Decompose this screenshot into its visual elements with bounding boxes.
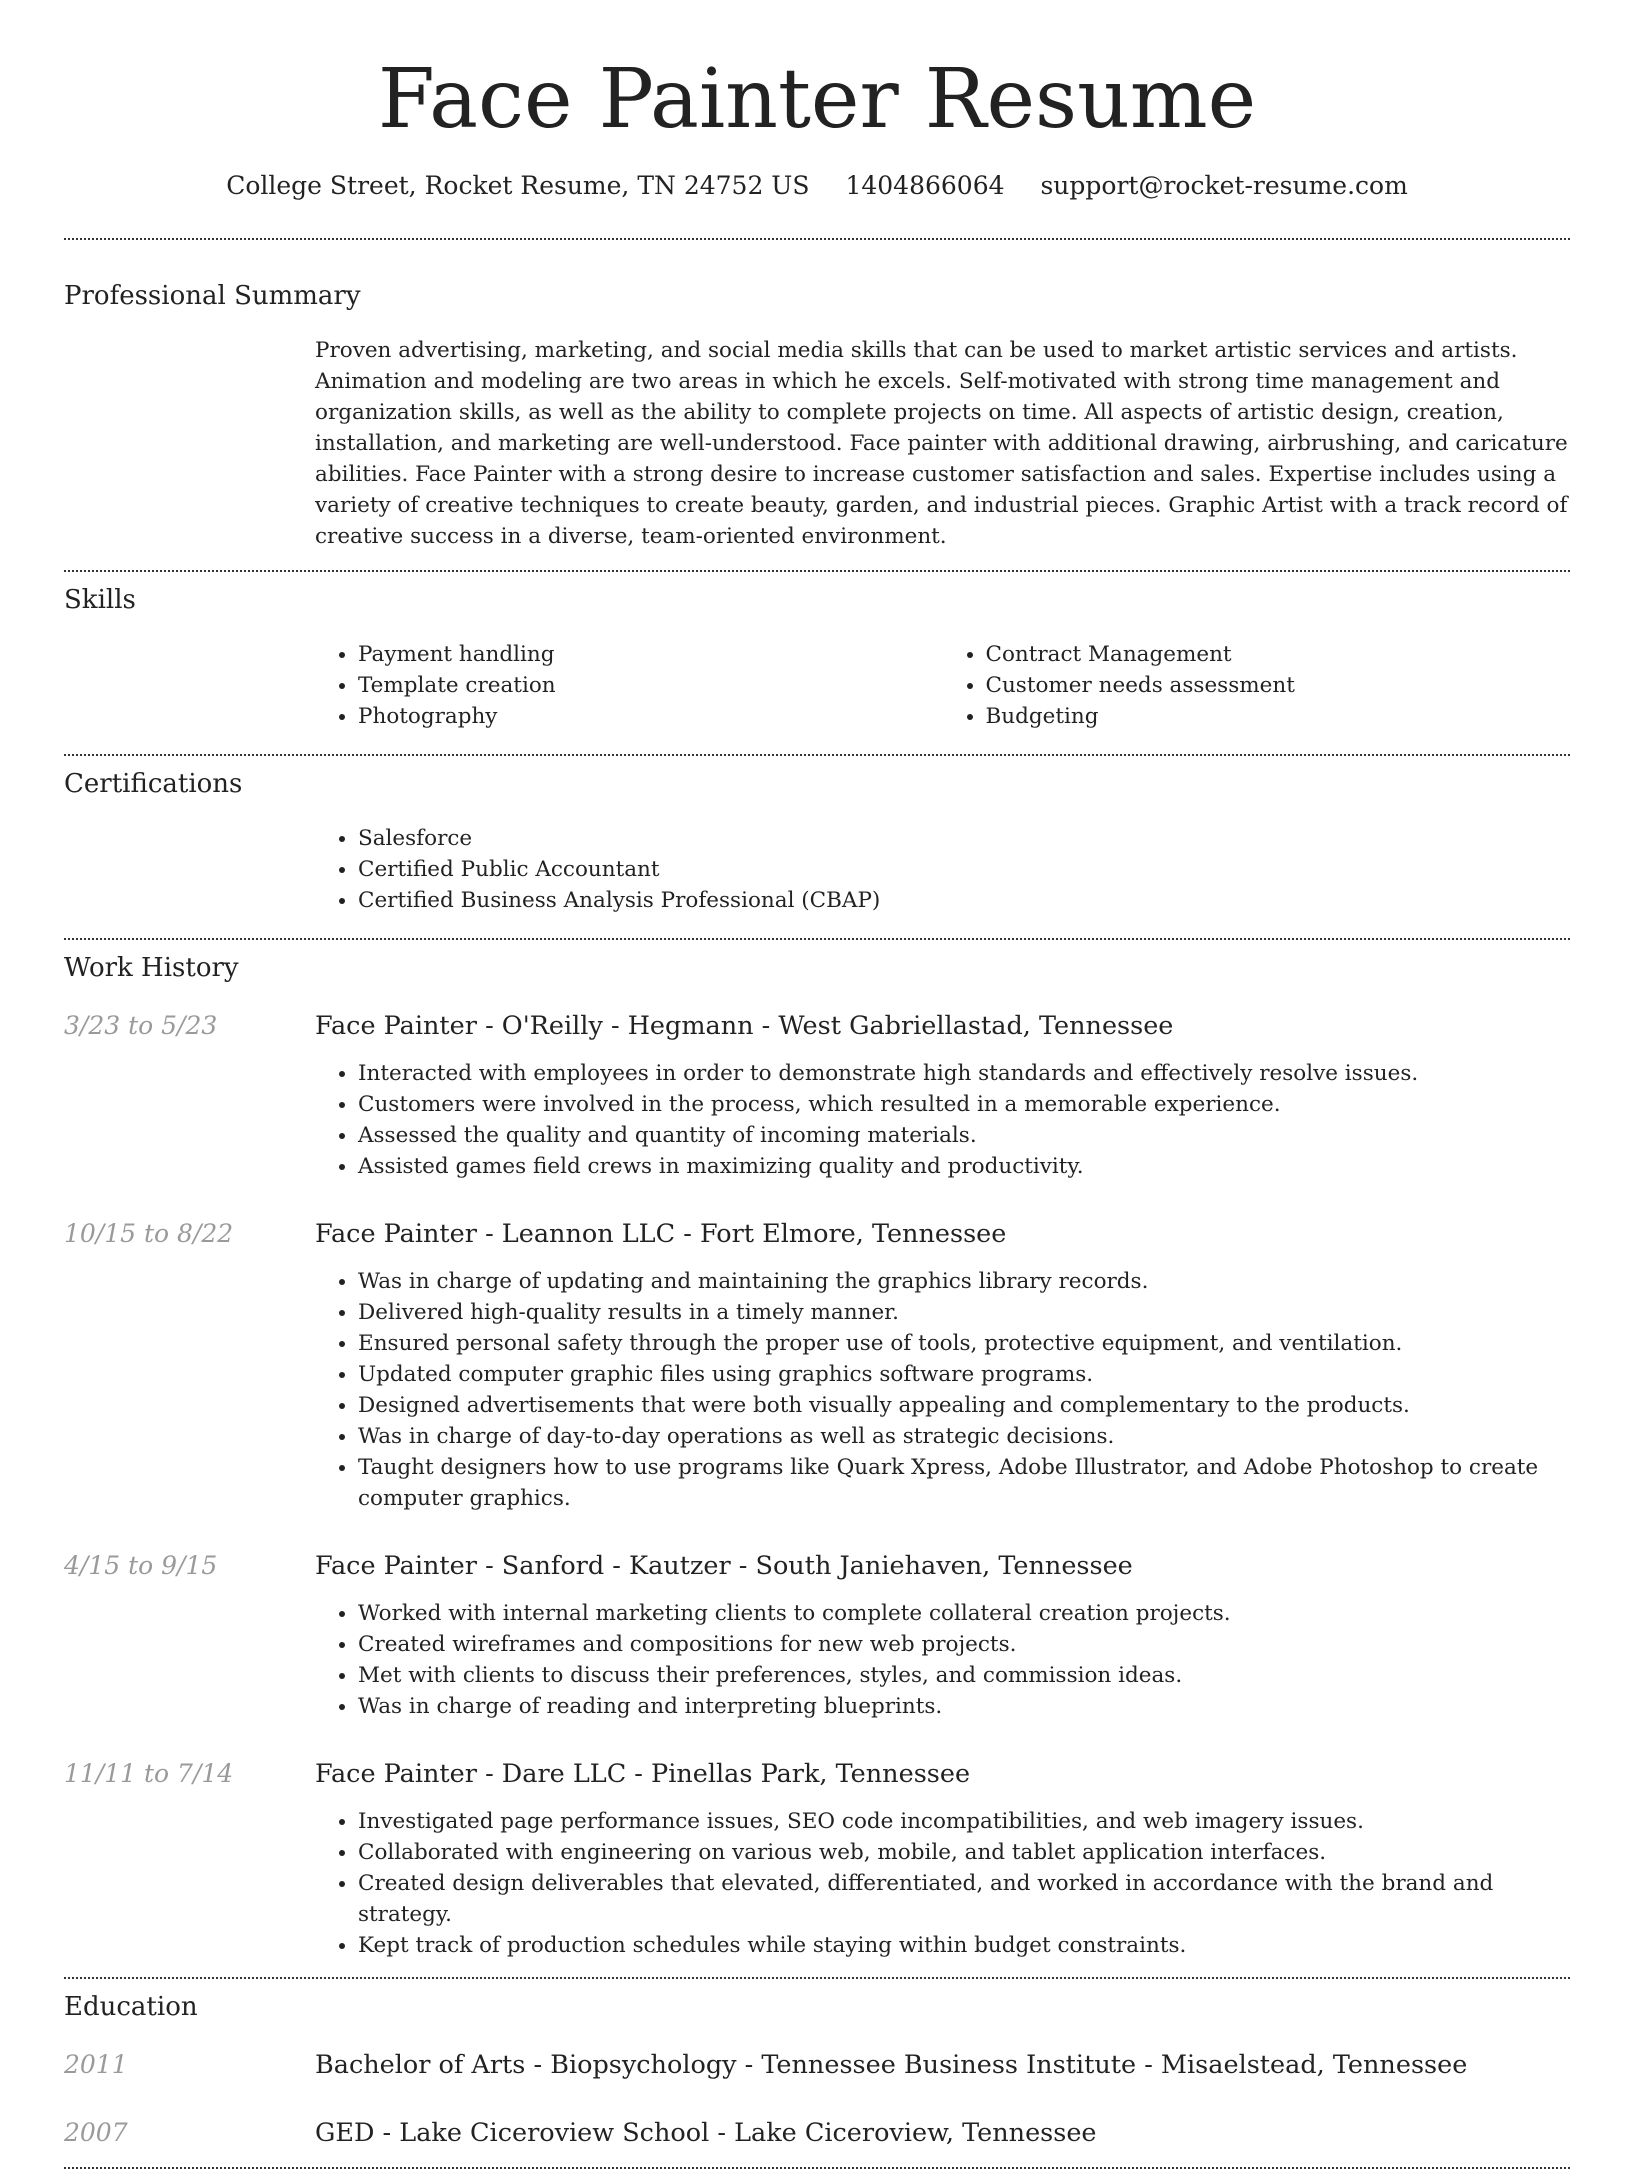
resume-page <box>64 0 1570 2169</box>
skills-column-right <box>943 639 1571 732</box>
job-bullet: • Met with clients to discuss their preferences, styles, and commission ideas. <box>358 1660 1570 1691</box>
section-title-work-history: Work History <box>64 953 239 983</box>
job-bullet: • Customers were involved in the process, which resulted in a memorable experience. <box>358 1089 1570 1120</box>
job-bullet: • Collaborated with engineering on various web, mobile, and tablet application interfaces. <box>358 1837 1570 1868</box>
job-dates: 10/15 to 8/22 <box>64 1219 234 1248</box>
job-dates: 11/11 to 7/14 <box>64 1759 234 1788</box>
job-title: Face Painter - Dare LLC - Pinellas Park, Tennessee <box>315 1759 971 1789</box>
job-dates: 3/23 to 5/23 <box>64 1011 218 1040</box>
job-entry <box>64 1010 1570 1182</box>
contact-address: College Street, Rocket Resume, TN 24752 US <box>226 171 810 200</box>
skill-item: • Customer needs assessment <box>986 670 1571 701</box>
job-bullet: • Created design deliverables that elevated, differentiated, and worked in accordance with the brand and strategy. <box>358 1868 1570 1930</box>
education-year: 2007 <box>64 2118 128 2147</box>
job-bullet: • Created wireframes and compositions for new web projects. <box>358 1629 1570 1660</box>
job-entry <box>64 1758 1570 1961</box>
summary-section <box>315 335 1570 552</box>
job-bullets <box>315 1806 1570 1961</box>
job-bullet: • Delivered high-quality results in a timely manner. <box>358 1297 1570 1328</box>
divider <box>64 570 1570 572</box>
job-bullet: • Was in charge of reading and interpreting blueprints. <box>358 1691 1570 1722</box>
job-bullet: • Ensured personal safety through the proper use of tools, protective equipment, and ventilation. <box>358 1328 1570 1359</box>
job-bullet: • Assessed the quality and quantity of incoming materials. <box>358 1120 1570 1151</box>
skill-item: • Photography <box>358 701 943 732</box>
education-entry <box>64 2117 1570 2149</box>
divider <box>64 938 1570 940</box>
job-dates: 4/15 to 9/15 <box>64 1551 218 1580</box>
skill-item: • Payment handling <box>358 639 943 670</box>
certification-item: • Salesforce <box>358 823 1570 854</box>
job-bullet: • Kept track of production schedules while staying within budget constraints. <box>358 1930 1570 1961</box>
section-title-education: Education <box>64 1992 198 2022</box>
section-title-skills: Skills <box>64 585 136 615</box>
divider <box>64 238 1570 240</box>
education-detail: GED - Lake Ciceroview School - Lake Ciceroview, Tennessee <box>315 2118 1097 2148</box>
education-year: 2011 <box>64 2050 128 2079</box>
job-bullet: • Designed advertisements that were both visually appealing and complementary to the products. <box>358 1390 1570 1421</box>
job-bullet: • Taught designers how to use programs like Quark Xpress, Adobe Illustrator, and Adobe Photoshop to create computer graphics. <box>358 1452 1570 1514</box>
job-bullet: • Interacted with employees in order to demonstrate high standards and effectively resolve issues. <box>358 1058 1570 1089</box>
skills-list <box>315 639 1570 732</box>
contact-email: support@rocket-resume.com <box>1040 171 1408 200</box>
contact-line <box>64 168 1570 204</box>
education-entry <box>64 2049 1570 2081</box>
divider <box>64 1977 1570 1979</box>
job-entry <box>64 1550 1570 1722</box>
job-bullet: • Investigated page performance issues, SEO code incompatibilities, and web imagery issues. <box>358 1806 1570 1837</box>
certifications-list <box>315 823 1570 916</box>
job-bullet: • Was in charge of day-to-day operations as well as strategic decisions. <box>358 1421 1570 1452</box>
job-entry <box>64 1218 1570 1514</box>
job-bullets <box>315 1266 1570 1514</box>
certifications-section <box>315 823 1570 916</box>
job-bullet: • Assisted games field crews in maximizing quality and productivity. <box>358 1151 1570 1182</box>
resume-title: Face Painter Resume <box>377 52 1257 147</box>
job-bullet: • Updated computer graphic files using graphics software programs. <box>358 1359 1570 1390</box>
education-detail: Bachelor of Arts - Biopsychology - Tennessee Business Institute - Misaelstead, Tennessee <box>315 2050 1468 2080</box>
skills-column-left <box>315 639 943 732</box>
contact-phone: 1404866064 <box>845 171 1005 200</box>
job-bullets <box>315 1598 1570 1722</box>
skill-item: • Contract Management <box>986 639 1571 670</box>
job-bullet: • Was in charge of updating and maintaining the graphics library records. <box>358 1266 1570 1297</box>
section-title-summary: Professional Summary <box>64 281 361 311</box>
skill-item: • Template creation <box>358 670 943 701</box>
job-bullets <box>315 1058 1570 1182</box>
job-title: Face Painter - Sanford - Kautzer - South Janiehaven, Tennessee <box>315 1551 1133 1581</box>
section-title-certifications: Certifications <box>64 769 243 799</box>
skill-item: • Budgeting <box>986 701 1571 732</box>
summary-text: Proven advertising, marketing, and social media skills that can be used to market artistic services and artists. Animation and modeling are two areas in which he excels. Self-motivated with strong time management and organization skills, as well as the ability to complete projects on time. All aspects of artistic design, creation, installation, and marketing are well-understood. Face painter with additional drawing, airbrushing, and caricature abilities. Face Painter with a strong desire to increase customer satisfaction and sales. Expertise includes using a variety of creative techniques to create beauty, garden, and industrial pieces. Graphic Artist with a track record of creative success in a diverse, team-oriented environment. <box>315 338 1568 549</box>
job-title: Face Painter - O'Reilly - Hegmann - West Gabriellastad, Tennessee <box>315 1011 1174 1041</box>
job-title: Face Painter - Leannon LLC - Fort Elmore, Tennessee <box>315 1219 1007 1249</box>
job-bullet: • Worked with internal marketing clients to complete collateral creation projects. <box>358 1598 1570 1629</box>
certification-item: • Certified Business Analysis Professional (CBAP) <box>358 885 1570 916</box>
divider <box>64 754 1570 756</box>
certification-item: • Certified Public Accountant <box>358 854 1570 885</box>
